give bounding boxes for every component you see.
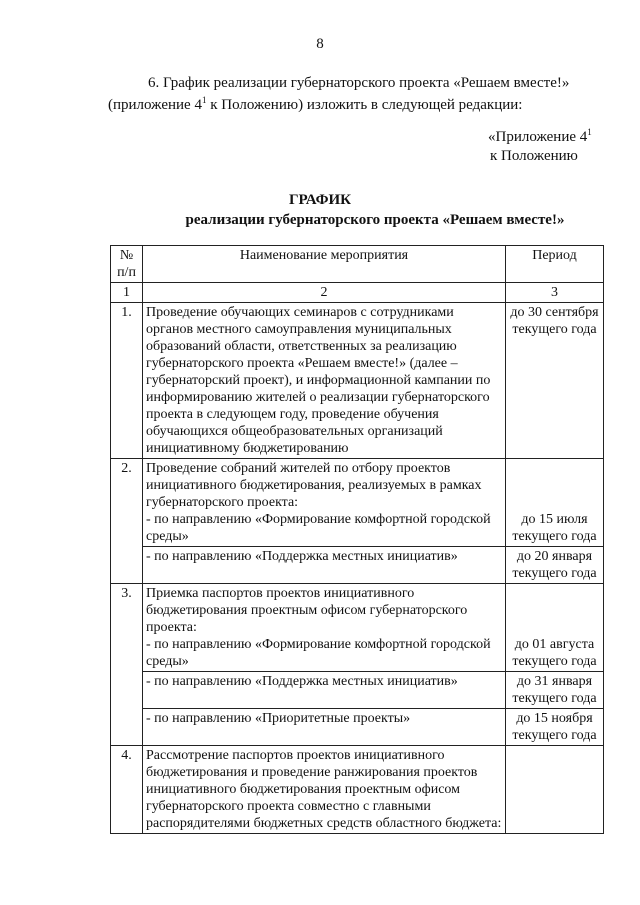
row-name-main: Проведение собраний жителей по отбору проектов инициативного бюджетирования, реализуемых в рамках губернаторского проекта: [146, 461, 482, 510]
row-sub-item: - по направлению «Поддержка местных инициатив» [143, 672, 506, 709]
paragraph-superscript: 1 [201, 95, 207, 105]
appendix-line-1: «Приложение 4 [488, 129, 588, 145]
table-subrow [111, 709, 604, 746]
row-name: Проведение обучающих семинаров с сотрудниками органов местного самоуправления муниципальных образований области, ответственных за реализацию губернаторского проекта «Решаем вместе!» (далее – губернаторский проект), и информационной кампании по информированию жителей о реализации губернаторского проекта в следующем году, проведение обучения обучающихся общеобразовательных организаций инициативному бюджетированию [143, 303, 506, 459]
table-row [111, 303, 604, 459]
col-number-2: 2 [143, 283, 506, 303]
row-sub-item: - по направлению «Формирование комфортной городской среды» [146, 637, 491, 669]
paragraph-line-2-end: к Положению) изложить в следующей редакции: [206, 97, 523, 113]
row-name [143, 584, 506, 672]
table-subrow [111, 547, 604, 584]
row-sub-item: - по направлению «Приоритетные проекты» [143, 709, 506, 746]
paragraph-line-2-start: (приложение 4 [108, 97, 202, 113]
column-number-row [111, 283, 604, 303]
row-name: Рассмотрение паспортов проектов инициативного бюджетирования и проведение ранжирования проектов инициативного бюджетирования проектным офисом губернаторского проекта совместно с главными распорядителями бюджетных средств областного бюджета: [143, 746, 506, 834]
col-number-3: 3 [506, 283, 604, 303]
page-number: 8 [316, 36, 324, 52]
col-number-1: 1 [111, 283, 143, 303]
appendix-line-2: к Положению [490, 148, 578, 164]
table-row [111, 459, 604, 547]
table-header-row [111, 246, 604, 283]
row-number: 3. [111, 584, 143, 746]
table-row [111, 584, 604, 672]
document-subtitle: реализации губернаторского проекта «Решаем вместе!» [185, 212, 565, 228]
row-sub-item: - по направлению «Формирование комфортной городской среды» [146, 512, 491, 544]
table-subrow [111, 672, 604, 709]
row-period: до 30 сентября текущего года [506, 303, 604, 459]
header-num: № п/п [111, 246, 143, 283]
header-period: Период [506, 246, 604, 283]
row-period: до 01 августа текущего года [506, 584, 604, 672]
row-number: 1. [111, 303, 143, 459]
row-number: 4. [111, 746, 143, 834]
row-period: до 31 января текущего года [506, 672, 604, 709]
appendix-superscript: 1 [587, 127, 592, 137]
appendix-reference [488, 128, 592, 166]
row-name [143, 459, 506, 547]
row-period: до 20 января текущего года [506, 547, 604, 584]
schedule-table [110, 245, 604, 834]
row-sub-item: - по направлению «Поддержка местных инициатив» [143, 547, 506, 584]
row-period [506, 746, 604, 834]
paragraph-line-1: 6. График реализации губернаторского проекта «Решаем вместе!» [148, 75, 570, 91]
row-period: до 15 июля текущего года [506, 459, 604, 547]
row-period: до 15 ноября текущего года [506, 709, 604, 746]
amendment-paragraph [108, 72, 608, 116]
row-name-main: Приемка паспортов проектов инициативного бюджетирования проектным офисом губернаторского проекта: [146, 586, 468, 635]
document-title: ГРАФИК [288, 192, 352, 208]
table-row [111, 746, 604, 834]
header-name: Наименование мероприятия [143, 246, 506, 283]
row-number: 2. [111, 459, 143, 584]
